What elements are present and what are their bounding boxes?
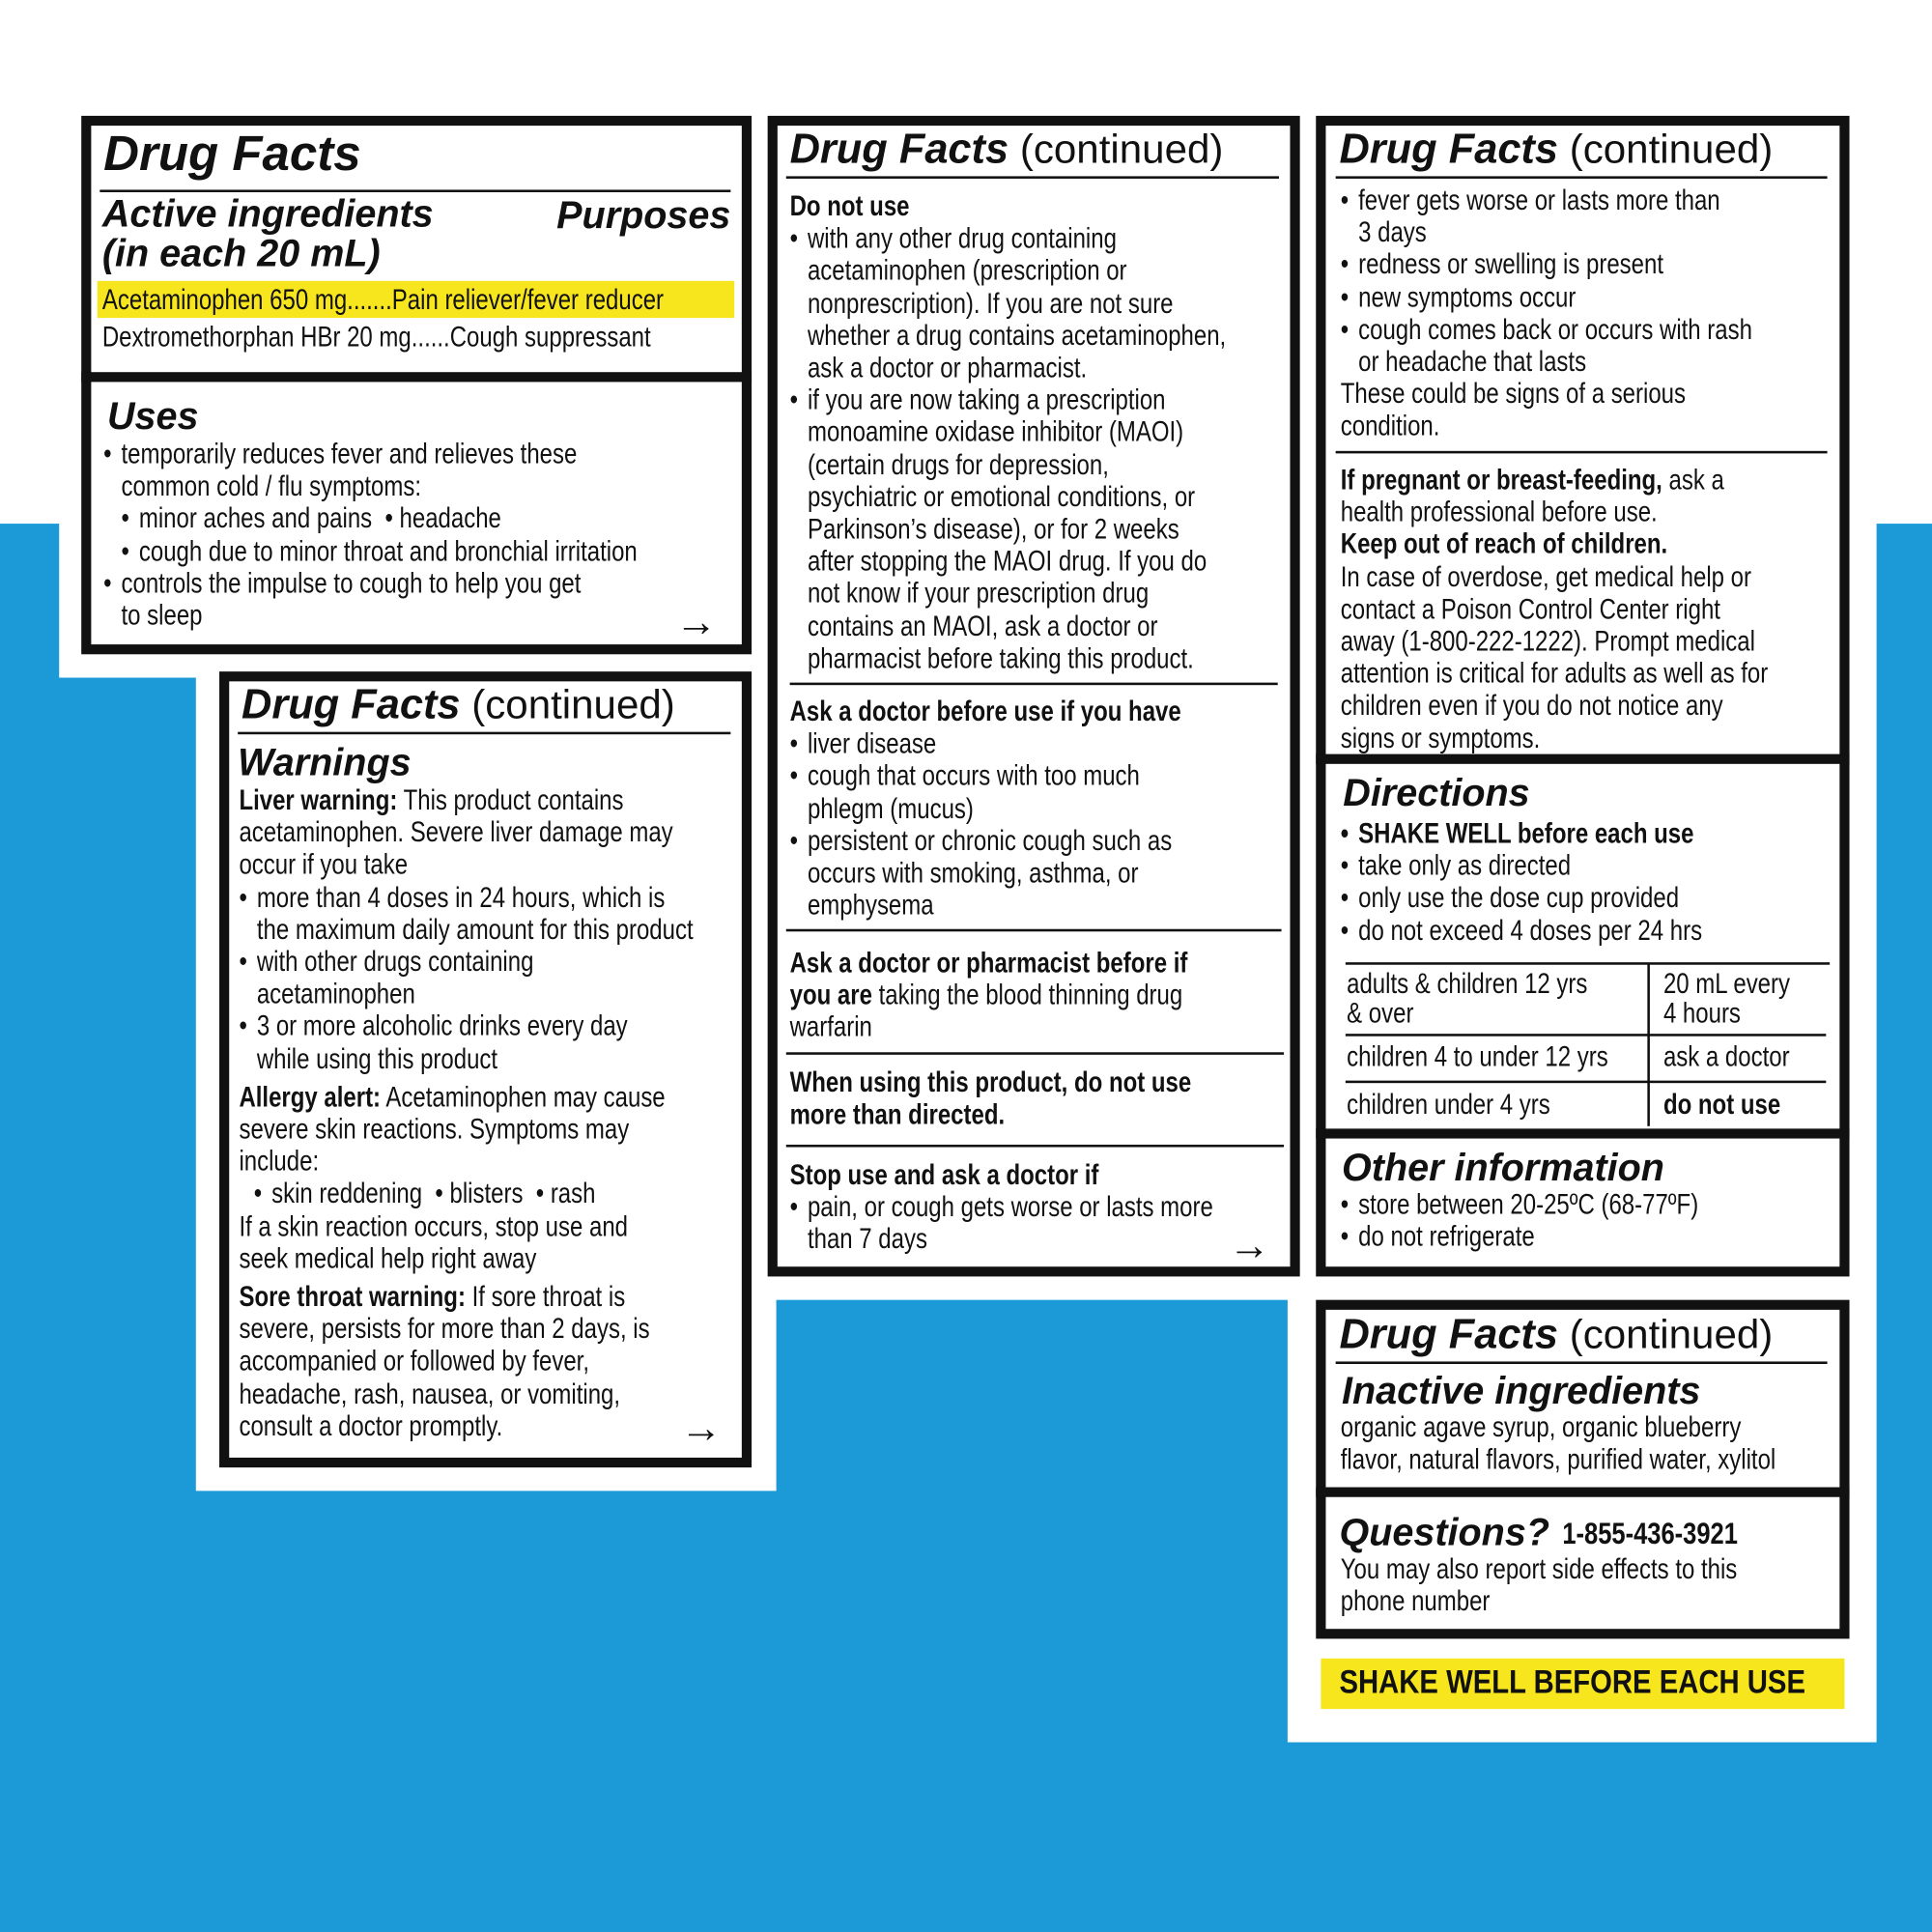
ingredient-row: Dextromethorphan HBr 20 mg......Cough suppressant xyxy=(101,320,651,353)
phone-number: 1-855-436-3921 xyxy=(1562,1517,1738,1551)
arrow-right-icon: → xyxy=(680,1405,723,1452)
list-item: • do not exceed 4 doses per 24 hrs xyxy=(1341,914,1702,946)
stop-use-continued: • fever gets worse or lasts more than 3 days • redness or swelling is present • new symptoms occur • cough comes back or occurs with rash or headache that lasts These could be signs of a serious condition. xyxy=(1341,184,1752,441)
list-item: • SHAKE WELL before each use xyxy=(1341,817,1702,849)
list-item: • store between 20-25ºC (68-77ºF) xyxy=(1341,1188,1698,1220)
ingredient-row: Acetaminophen 650 mg.......Pain reliever/fever reducer xyxy=(101,283,665,316)
directions-heading: Directions xyxy=(1343,771,1530,815)
list-item: • controls the impulse to cough to help you get to sleep xyxy=(103,566,638,631)
divider xyxy=(790,683,1278,686)
list-item: • cough that occurs with too much phlegm (mucus) xyxy=(790,759,1181,824)
active-ingredients-heading: Active ingredients (in each 20 mL) xyxy=(101,191,434,275)
table-cell: children 4 to under 12 yrs xyxy=(1347,1039,1608,1072)
ask-doctor-section: Ask a doctor before use if you have • liver disease • cough that occurs with too much phlegm (mucus) • persistent or chronic cough such as occurs with smoking, asthma, or emphysema xyxy=(790,695,1181,921)
stop-use-section: Stop use and ask a doctor if • pain, or cough gets worse or lasts more than 7 days xyxy=(790,1158,1213,1255)
list-item: • with other drugs containing acetaminophen xyxy=(239,945,693,1009)
list-item: • 3 or more alcoholic drinks every day while using this product xyxy=(239,1009,693,1074)
divider xyxy=(786,1052,1284,1055)
list-item: • more than 4 doses in 24 hours, which is the maximum daily amount for this product xyxy=(239,880,693,945)
other-information-heading: Other information xyxy=(1342,1146,1664,1189)
pregnancy-overdose-section: If pregnant or breast-feeding, ask a health professional before use. Keep out of reach of children. In case of overdose, get medical help or contact a Poison Control Center right away (1-800-222-1222). Prompt medical attention is critical for adults as well as for children even if you do not notice any signs or symptoms. xyxy=(1340,463,1769,754)
ask-pharmacist-section: Ask a doctor or pharmacist before if you are taking the blood thinning drug warfarin xyxy=(789,946,1188,1043)
list-item: • skin reddening • blisters • rash xyxy=(254,1178,694,1209)
do-not-use-section: Do not use • with any other drug containing acetaminophen (prescription or nonprescription). If you are not sure whether a drug contains acetaminophen, ask a doctor or pharmacist. • if you are now taking a prescription monoamine oxidase inhibitor (MAOI) (certain drugs for depression, psychiatric or emotional conditions, or Parkinson’s disease), or for 2 weeks after stopping the MAOI drug. If you do not know if your prescription drug contains an MAOI, ask a doctor or pharmacist before taking this product. xyxy=(790,189,1227,673)
divider xyxy=(1316,1128,1849,1138)
shake-well-banner-text: SHAKE WELL BEFORE EACH USE xyxy=(1339,1662,1805,1701)
list-item: • cough comes back or occurs with rash or headache that lasts xyxy=(1341,313,1752,378)
list-item: • take only as directed xyxy=(1341,849,1702,881)
table-cell: children under 4 yrs xyxy=(1347,1088,1550,1121)
list-item: • do not refrigerate xyxy=(1341,1220,1698,1252)
panel-title: Drug Facts (continued) xyxy=(789,126,1224,173)
list-item: • pain, or cough gets worse or lasts more than 7 days xyxy=(790,1190,1213,1255)
list-item: • minor aches and pains • headache xyxy=(122,502,638,534)
divider xyxy=(1316,1488,1849,1497)
table-cell: ask a doctor xyxy=(1662,1039,1790,1072)
uses-list xyxy=(103,438,638,632)
list-item: • fever gets worse or lasts more than 3 days xyxy=(1341,184,1752,248)
list-item: • new symptoms occur xyxy=(1341,280,1752,312)
inactive-ingredients-heading: Inactive ingredients xyxy=(1342,1369,1701,1412)
panel-title: Drug Facts xyxy=(103,127,361,182)
divider xyxy=(1336,176,1828,179)
divider xyxy=(786,1145,1284,1148)
divider xyxy=(786,176,1279,179)
list-item: • with any other drug containing acetaminophen (prescription or nonprescription). If you are not sure whether a drug contains acetaminophen, ask a doctor or pharmacist. xyxy=(790,222,1227,384)
divider xyxy=(1336,1361,1828,1364)
divider xyxy=(238,732,730,735)
list-item: • liver disease xyxy=(790,727,1181,759)
list-item: • cough due to minor throat and bronchial irritation xyxy=(122,534,638,566)
inactive-ingredients-text: organic agave syrup, organic blueberry flavor, natural flavors, purified water, xylitol xyxy=(1340,1410,1776,1476)
directions-list xyxy=(1341,817,1702,947)
other-information-list xyxy=(1341,1188,1698,1253)
list-item: • if you are now taking a prescription monoamine oxidase inhibitor (MAOI) (certain drugs for depression, psychiatric or emotional conditions, or Parkinson’s disease), or for 2 weeks after stopping the MAOI drug. If you do not know if your prescription drug contains an MAOI, ask a doctor or pharmacist before taking this product. xyxy=(790,384,1227,674)
table-cell: adults & children 12 yrs & over xyxy=(1347,967,1588,1030)
warnings-heading: Warnings xyxy=(238,740,412,784)
table-cell: do not use xyxy=(1662,1088,1781,1121)
questions-heading: Questions? xyxy=(1339,1510,1549,1554)
purposes-heading: Purposes xyxy=(556,193,731,237)
list-item: • persistent or chronic cough such as occurs with smoking, asthma, or emphysema xyxy=(790,824,1181,921)
divider xyxy=(81,372,752,382)
list-item: • redness or swelling is present xyxy=(1341,248,1752,280)
list-item: • only use the dose cup provided xyxy=(1341,882,1702,914)
panel-title: Drug Facts (continued) xyxy=(1339,126,1774,173)
warnings-text: Liver warning: This product contains acetaminophen. Severe liver damage may occur if you take • more than 4 doses in 24 hours, which is the maximum daily amount for this product • with other drugs containing acetaminophen • 3 or more alcoholic drinks every day while using this product Allergy alert: Acetaminophen may cause severe skin reactions. Symptoms may include: • skin reddening • blisters • rash If a skin reaction occurs, stop use and seek medical help right away Sore throat warning: If sore throat is severe, persists for more than 2 days, is accompanied or followed by fever, headache, rash, nausea, or vomiting, consult a doctor promptly. xyxy=(239,783,693,1441)
divider xyxy=(1316,754,1849,764)
divider xyxy=(786,929,1282,932)
questions-text: You may also report side effects to this phone number xyxy=(1340,1552,1738,1617)
arrow-right-icon: → xyxy=(1228,1222,1271,1269)
uses-heading: Uses xyxy=(106,394,199,438)
arrow-right-icon: → xyxy=(674,598,718,646)
table-cell: 20 mL every 4 hours xyxy=(1662,967,1790,1030)
panel-title: Drug Facts (continued) xyxy=(1339,1311,1774,1358)
divider xyxy=(1336,451,1828,454)
panel-title: Drug Facts (continued) xyxy=(241,681,675,728)
when-using-section: When using this product, do not use more than directed. xyxy=(789,1065,1192,1130)
list-item: • temporarily reduces fever and relieves these common cold / flu symptoms: xyxy=(103,438,638,502)
